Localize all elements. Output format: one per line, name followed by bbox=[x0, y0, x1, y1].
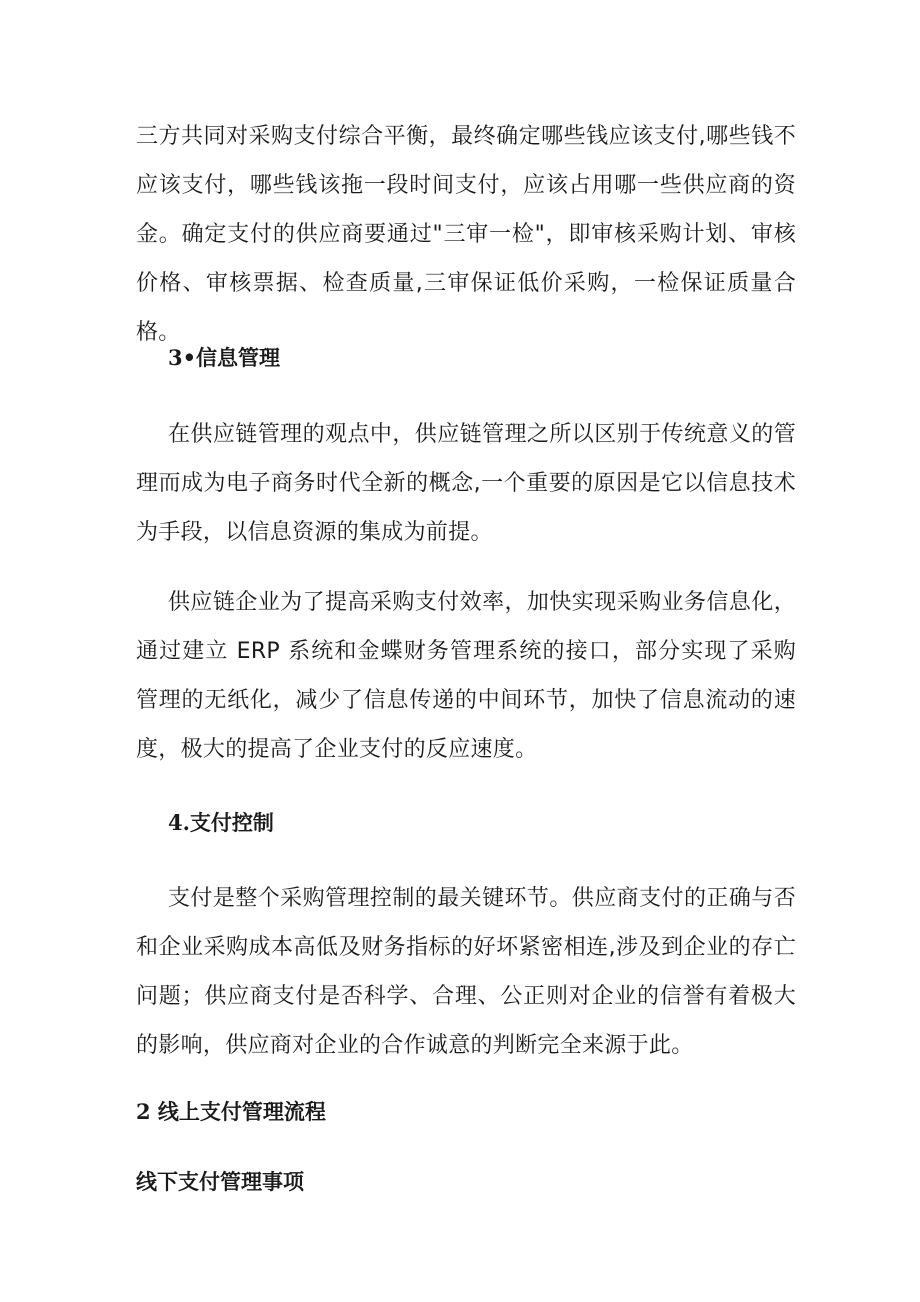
heading-payment-control: 4.支付控制 bbox=[168, 810, 274, 835]
heading-offline-payment-items: 线下支付管理事项 bbox=[136, 1169, 304, 1194]
paragraph-payment-balance: 三方共同对采购支付综合平衡，最终确定哪些钱应该支付,哪些钱不应该支付，哪些钱该拖一段时间支付，应该占用哪一些供应商的资金。确定支付的供应商要通过"三审一检"，即审核采购计划、审核价格、审核票据、检查质量,三审保证低价采购，一检保证质量合格。 bbox=[136, 124, 796, 345]
paragraph-supply-chain-concept: 在供应链管理的观点中，供应链管理之所以区别于传统意义的管理而成为电子商务时代全新的概念,一个重要的原因是它以信息技术为手段，以信息资源的集成为前提。 bbox=[136, 422, 796, 545]
paragraph-payment-key-link: 支付是整个采购管理控制的最关键环节。供应商支付的正确与否和企业采购成本高低及财务指标的好坏紧密相连,涉及到企业的存亡问题；供应商支付是否科学、合理、公正则对企业的信誉有着极大的影响，供应商对企业的合作诚意的判断完全来源于此。 bbox=[136, 886, 796, 1058]
heading-information-management: 3•信息管理 bbox=[168, 345, 281, 370]
heading-online-payment-process: 2 线上支付管理流程 bbox=[136, 1099, 326, 1124]
paragraph-erp-interface: 供应链企业为了提高采购支付效率，加快实现采购业务信息化，通过建立 ERP 系统和金蝶财务管理系统的接口，部分实现了采购管理的无纸化，减少了信息传递的中间环节，加快了信息流动的速度，极大的提高了企业支付的反应速度。 bbox=[136, 590, 796, 762]
